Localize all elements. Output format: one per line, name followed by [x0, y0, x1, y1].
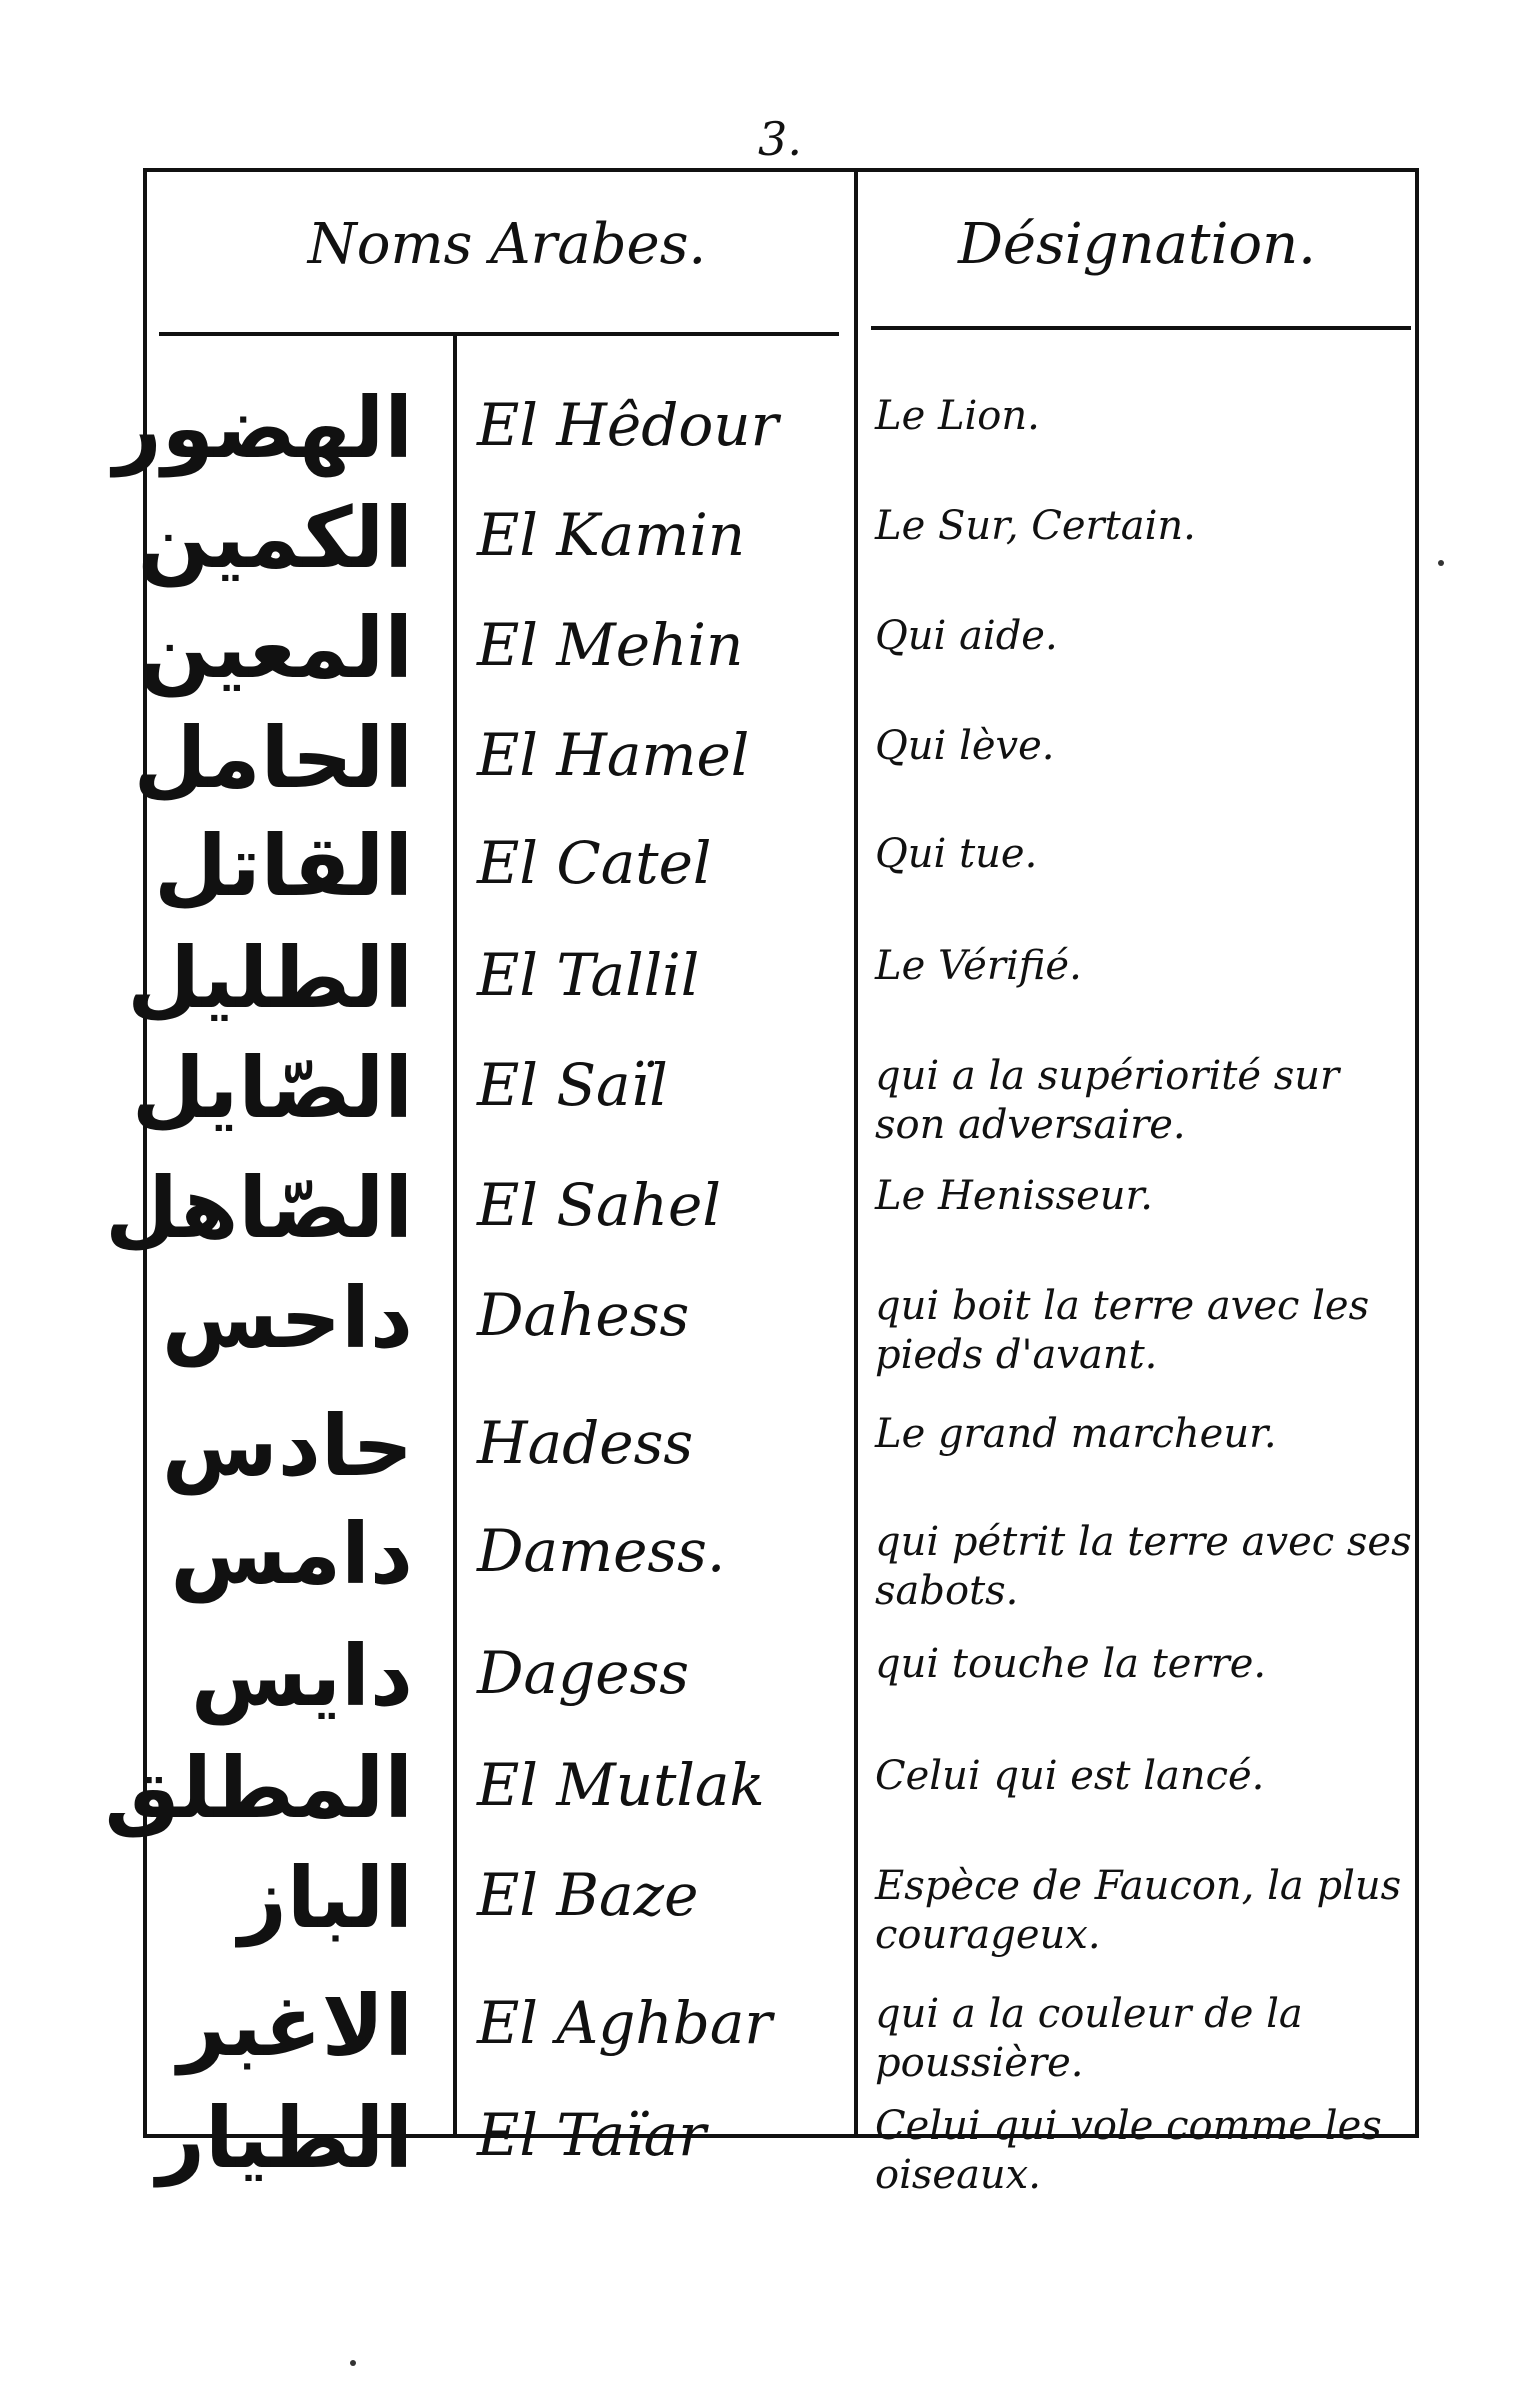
subcolumn-divider [453, 332, 457, 2138]
transliteration: El Mehin [477, 611, 744, 679]
designation: qui a la supériorité sur son adversaire. [875, 1053, 1340, 1148]
transliteration: El Baze [477, 1861, 699, 1929]
designation: Qui aide. [875, 613, 1058, 659]
transliteration: Damess. [477, 1517, 726, 1585]
arabic-name: الاغبر [177, 1977, 413, 2075]
transliteration: El Hêdour [477, 391, 779, 459]
transliteration: El Taïar [477, 2101, 706, 2169]
arabic-name: الصّاهل [105, 1159, 413, 1257]
transliteration: Hadess [477, 1409, 694, 1477]
arabic-name: الباز [238, 1849, 413, 1947]
arabic-name: الكمين [137, 489, 413, 587]
designation: Le Vérifié. [875, 943, 1082, 989]
arabic-name: حادس [161, 1397, 413, 1495]
designation: Qui tue. [875, 831, 1038, 877]
transliteration: El Saïl [477, 1051, 668, 1119]
transliteration: Dagess [477, 1639, 690, 1707]
designation: qui touche la terre. [875, 1641, 1267, 1687]
arabic-name: دايس [190, 1627, 413, 1725]
arabic-name: المعين [139, 599, 413, 697]
arabic-name: المطلق [104, 1739, 413, 1837]
designation: Espèce de Faucon, la plus courageux. [875, 1863, 1402, 1958]
arabic-name: القاتل [154, 817, 413, 915]
header-rule-left [159, 332, 839, 336]
ink-speck [350, 2360, 356, 2366]
page-number: 3. [758, 112, 802, 166]
designation: qui boit la terre avec les pieds d'avant. [875, 1283, 1370, 1378]
arabic-name: الهضور [113, 379, 413, 477]
arabic-name: الحامل [133, 709, 413, 807]
arabic-name: دامس [170, 1505, 413, 1603]
designation: Le Lion. [875, 393, 1040, 439]
designation: qui pétrit la terre avec ses sabots. [875, 1519, 1412, 1614]
transliteration: El Mutlak [477, 1751, 765, 1819]
column-divider [854, 172, 858, 2134]
transliteration: El Hamel [477, 721, 750, 789]
designation: Celui qui est lancé. [875, 1753, 1265, 1799]
arabic-name: الطليل [127, 929, 413, 1027]
ink-speck [1438, 560, 1444, 566]
arabic-name: الصّايل [131, 1039, 413, 1137]
header-designation: Désignation. [958, 212, 1316, 277]
header-rule-right [871, 326, 1411, 330]
transliteration: Dahess [477, 1281, 690, 1349]
designation: Le Henisseur. [875, 1173, 1153, 1219]
designation: Le Sur, Certain. [875, 503, 1196, 549]
designation: Qui lève. [875, 723, 1055, 769]
transliteration: El Tallil [477, 941, 700, 1009]
designation: Le grand marcheur. [875, 1411, 1277, 1457]
transliteration: El Catel [477, 829, 712, 897]
arabic-name: الطيار [156, 2089, 413, 2187]
designation: Celui qui vole comme les oiseaux. [875, 2103, 1382, 2198]
designation: qui a la couleur de la poussière. [875, 1991, 1303, 2086]
names-table [104, 168, 1419, 2198]
transliteration: El Sahel [477, 1171, 721, 1239]
header-names: Noms Arabes. [307, 212, 707, 277]
transliteration: El Aghbar [477, 1989, 773, 2057]
transliteration: El Kamin [477, 501, 746, 569]
arabic-name: داحس [161, 1269, 413, 1367]
